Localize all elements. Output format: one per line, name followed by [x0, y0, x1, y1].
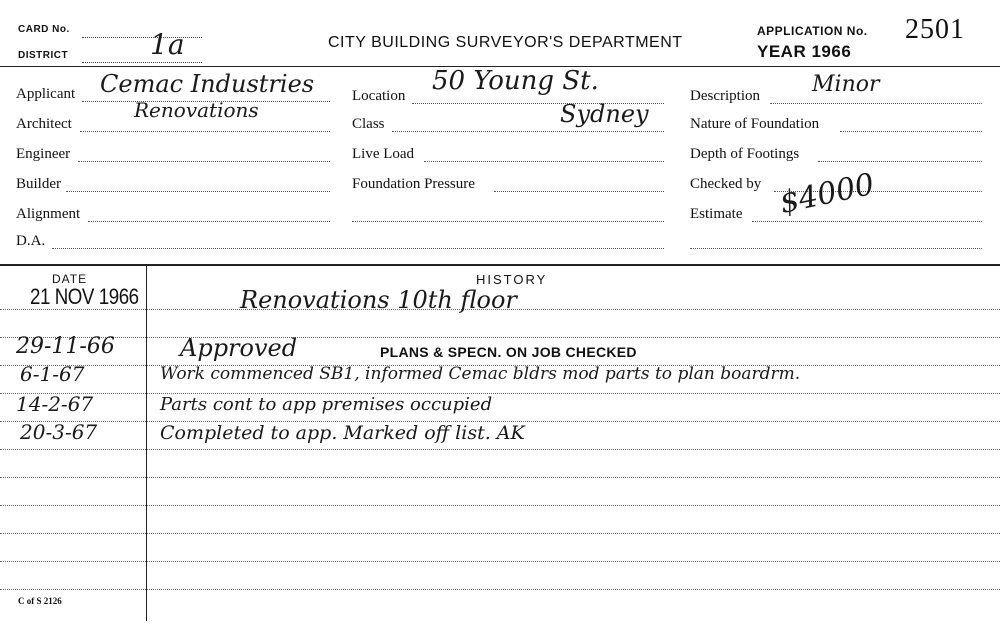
history-line — [0, 449, 1000, 450]
description-label: Description — [690, 88, 760, 104]
estimate-line — [752, 221, 982, 222]
application-no-value: 2501 — [905, 14, 965, 45]
history-entry-text: Completed to app. Marked off list. AK — [160, 422, 525, 444]
history-entry-text: Work commenced SB1, informed Cemac bldrs mod parts to plan boardrm. — [160, 364, 801, 384]
history-divider — [0, 264, 1000, 266]
year-label: YEAR 1966 — [757, 42, 852, 61]
depth-of-footings-line — [818, 161, 982, 162]
description-line — [770, 103, 982, 104]
estimate-value: $4000 — [776, 166, 878, 221]
architect-value: Renovations — [134, 98, 259, 122]
history-label: HISTORY — [476, 272, 548, 287]
history-line — [0, 337, 1000, 338]
live-load-line — [424, 161, 664, 162]
application-no-label: APPLICATION No. — [757, 24, 868, 38]
nature-of-foundation-label: Nature of Foundation — [690, 116, 820, 132]
history-line — [0, 533, 1000, 534]
checked-by-label: Checked by — [690, 176, 762, 192]
class-line — [392, 131, 664, 132]
history-entry-stamp: PLANS & SPECN. ON JOB CHECKED — [380, 344, 637, 360]
builder-line — [66, 191, 330, 192]
history-entry-date: 20-3-67 — [20, 420, 98, 444]
history-line — [0, 589, 1000, 590]
history-entry-date: 29-11-66 — [16, 334, 115, 359]
district-label: DISTRICT — [18, 50, 69, 61]
district-line — [82, 62, 202, 63]
alignment-line-mid — [352, 221, 664, 222]
date-label: DATE — [52, 272, 88, 286]
da-line — [52, 248, 664, 249]
history-line — [0, 505, 1000, 506]
engineer-label: Engineer — [16, 146, 71, 162]
builder-label: Builder — [16, 176, 61, 192]
date-column-rule — [146, 265, 147, 621]
history-entry-text: Renovations 10th floor — [240, 286, 517, 314]
depth-of-footings-label: Depth of Footings — [690, 146, 800, 162]
history-line — [0, 477, 1000, 478]
architect-label: Architect — [16, 116, 72, 132]
description-value: Minor — [812, 72, 880, 97]
alignment-label: Alignment — [16, 206, 81, 222]
history-entry-date: 6-1-67 — [20, 362, 85, 386]
estimate-label: Estimate — [690, 206, 743, 222]
class-label: Class — [352, 116, 385, 132]
applicant-value: Cemac Industries — [100, 70, 315, 98]
applicant-label: Applicant — [16, 86, 76, 102]
architect-line — [80, 131, 330, 132]
history-line — [0, 393, 1000, 394]
history-entry-text: Parts cont to app premises occupied — [160, 394, 493, 415]
district-value: 1a — [150, 28, 185, 61]
history-entry-text: Approved — [180, 334, 298, 362]
department-title: CITY BUILDING SURVEYOR'S DEPARTMENT — [328, 34, 683, 51]
da-line-right — [690, 248, 982, 249]
nature-of-foundation-line — [840, 131, 982, 132]
card-no-label: CARD No. — [18, 24, 70, 35]
foundation-pressure-line — [494, 191, 664, 192]
history-line — [0, 561, 1000, 562]
form-code: C of S 2126 — [18, 596, 62, 606]
history-date-stamp: 21 NOV 1966 — [30, 284, 139, 309]
location-label: Location — [352, 88, 406, 104]
alignment-line — [88, 221, 330, 222]
history-entry-date: 14-2-67 — [16, 392, 94, 416]
engineer-line — [78, 161, 330, 162]
da-label: D.A. — [16, 233, 46, 249]
location-value-line2: Sydney — [560, 100, 649, 128]
foundation-pressure-label: Foundation Pressure — [352, 176, 475, 192]
live-load-label: Live Load — [352, 146, 415, 162]
location-value-line1: 50 Young St. — [432, 66, 599, 96]
